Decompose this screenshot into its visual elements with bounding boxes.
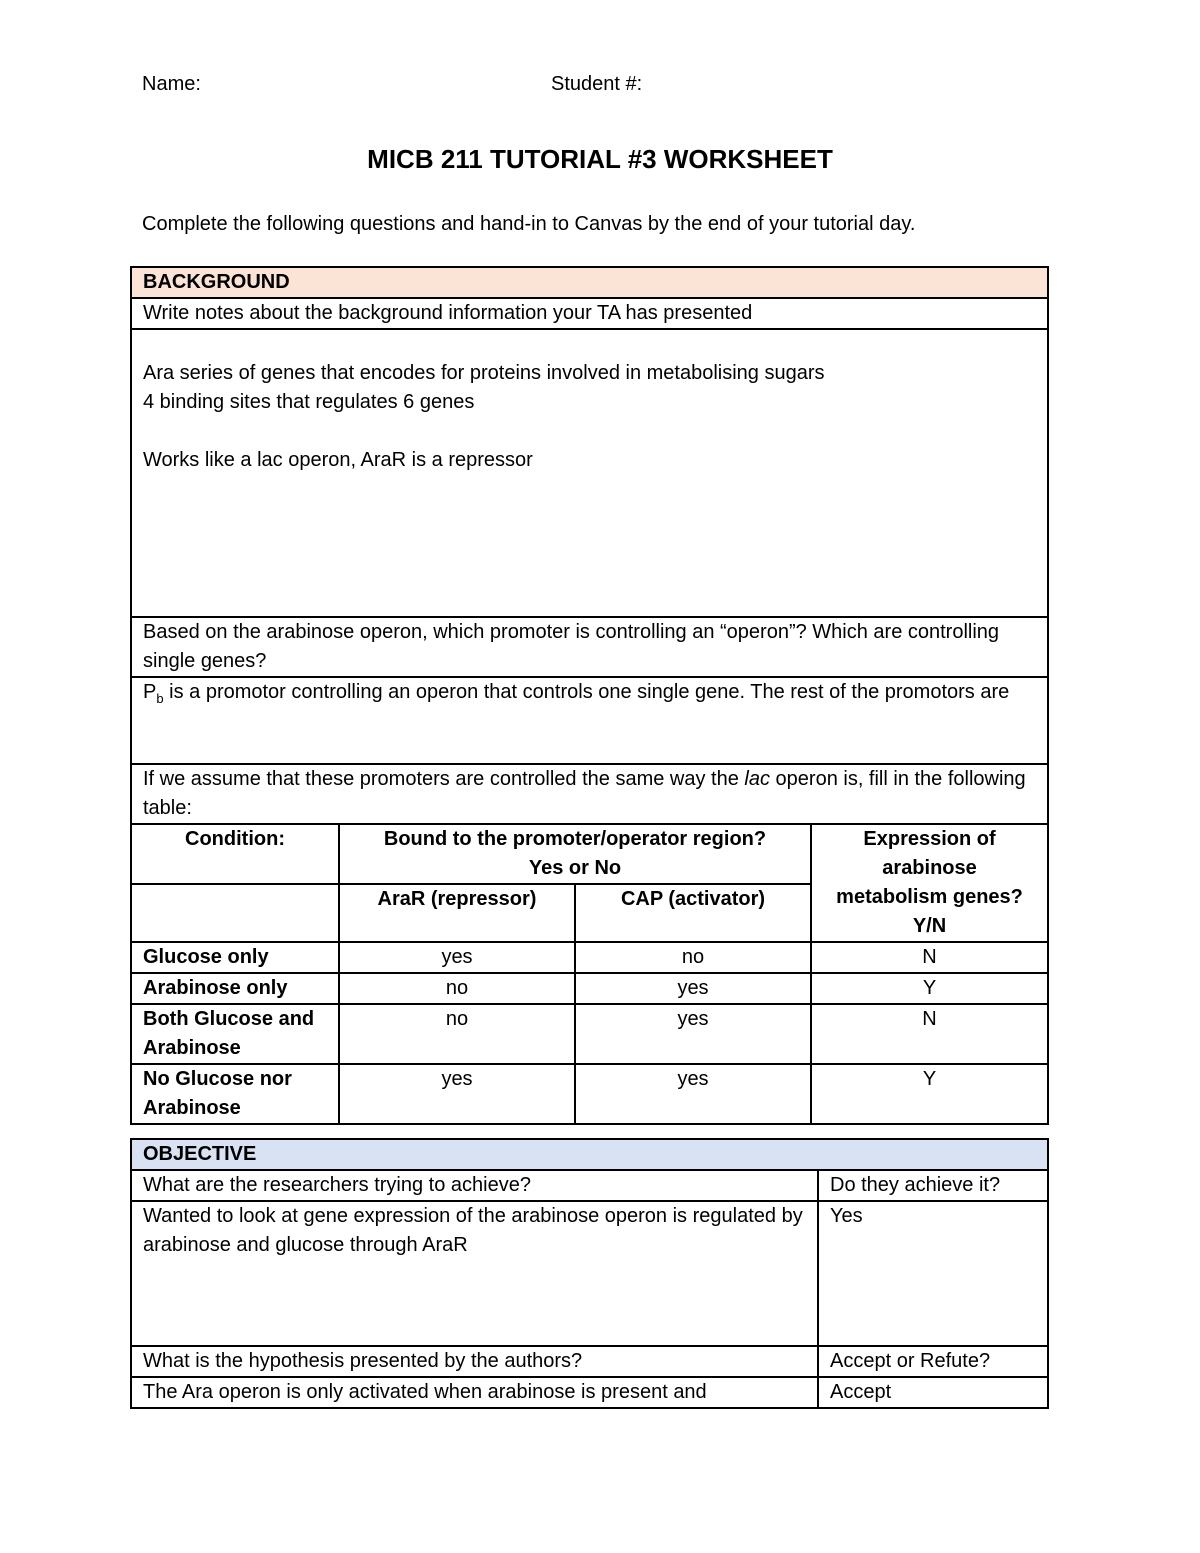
- background-heading-row: [131, 267, 1048, 298]
- cell-arar[interactable]: no: [339, 1004, 575, 1064]
- objective-table: [130, 1138, 1049, 1409]
- question-achieve: What are the researchers trying to achieve?: [131, 1170, 818, 1201]
- background-prompt-row: [131, 298, 1048, 329]
- background-heading: BACKGROUND: [131, 267, 1048, 298]
- cell-arar[interactable]: no: [339, 973, 575, 1004]
- answer-promoter-p: P: [143, 681, 157, 703]
- cell-expression[interactable]: Y: [811, 1064, 1048, 1124]
- page-title: MICB 211 TUTORIAL #3 WORKSHEET: [367, 144, 833, 174]
- cell-condition: Glucose only: [131, 942, 339, 973]
- answer-achieved[interactable]: Yes: [818, 1201, 1048, 1346]
- answer-promoter-sub: b: [156, 691, 164, 706]
- col-bound: [339, 824, 811, 884]
- table-row: [131, 1004, 1048, 1064]
- col-cap: CAP (activator): [575, 884, 811, 942]
- answer-achieve[interactable]: Wanted to look at gene expression of the arabinose operon is regulated by arabinose and glucose through AraR: [131, 1201, 818, 1346]
- background-notes[interactable]: [131, 329, 1048, 617]
- objective-question-row: [131, 1170, 1048, 1201]
- cell-cap[interactable]: no: [575, 942, 811, 973]
- name-label: Name:: [142, 73, 201, 95]
- cell-condition: Both Glucose and Arabinose: [131, 1004, 339, 1064]
- answer-promoter[interactable]: [131, 677, 1048, 764]
- col-arar: AraR (repressor): [339, 884, 575, 942]
- note-line-2: 4 binding sites that regulates 6 genes: [143, 391, 475, 413]
- cell-cap[interactable]: yes: [575, 1064, 811, 1124]
- col-condition: Condition:: [131, 824, 339, 884]
- background-notes-row: [131, 329, 1048, 617]
- cell-expression[interactable]: N: [811, 942, 1048, 973]
- background-table: [130, 266, 1049, 1125]
- cell-condition: No Glucose nor Arabinose: [131, 1064, 339, 1124]
- answer-promoter-text: is a promotor controlling an operon that controls one single gene. The rest of the promotors are: [163, 681, 1010, 703]
- answer-hypothesis[interactable]: The Ara operon is only activated when arabinose is present and: [131, 1377, 818, 1408]
- question-promoter-row: [131, 617, 1048, 677]
- note-line-1: Ara series of genes that encodes for proteins involved in metabolising sugars: [143, 362, 825, 384]
- cell-expression[interactable]: Y: [811, 973, 1048, 1004]
- table-row: [131, 1064, 1048, 1124]
- col-bound-line-2: Yes or No: [528, 857, 622, 879]
- question-promoter: Based on the arabinose operon, which promoter is controlling an “operon”? Which are controlling single genes?: [131, 617, 1048, 677]
- cell-cap[interactable]: yes: [575, 1004, 811, 1064]
- objective-heading: OBJECTIVE: [131, 1139, 1048, 1170]
- condition-header-row: [131, 824, 1048, 884]
- table-row: [131, 973, 1048, 1004]
- objective-heading-row: [131, 1139, 1048, 1170]
- question-accept: Accept or Refute?: [818, 1346, 1048, 1377]
- cell-arar[interactable]: yes: [339, 942, 575, 973]
- objective-answer-row: [131, 1201, 1048, 1346]
- background-prompt: Write notes about the background information your TA has presented: [131, 298, 1048, 329]
- col-expression: [811, 824, 1048, 942]
- cell-cap[interactable]: yes: [575, 973, 811, 1004]
- question-table-row: [131, 764, 1048, 824]
- question-table: [131, 764, 1048, 824]
- question-achieved: Do they achieve it?: [818, 1170, 1048, 1201]
- hypothesis-answer-row: [131, 1377, 1048, 1408]
- table-row: [131, 942, 1048, 973]
- subheader-empty: [131, 884, 339, 942]
- question-hypothesis: What is the hypothesis presented by the authors?: [131, 1346, 818, 1377]
- col-expr-line-3: metabolism genes?: [836, 886, 1023, 908]
- cell-condition: Arabinose only: [131, 973, 339, 1004]
- col-expr-line-4: Y/N: [912, 915, 947, 937]
- question-table-lac: lac: [744, 768, 770, 790]
- student-number-label: Student #:: [551, 73, 643, 95]
- answer-promoter-row: [131, 677, 1048, 764]
- cell-arar[interactable]: yes: [339, 1064, 575, 1124]
- note-line-3: Works like a lac operon, AraR is a repressor: [143, 449, 533, 471]
- col-expr-line-2: arabinose: [882, 857, 977, 879]
- hypothesis-question-row: [131, 1346, 1048, 1377]
- answer-accept[interactable]: Accept: [818, 1377, 1048, 1408]
- question-table-text-2: operon is, fill in the following table:: [143, 768, 1026, 819]
- col-expr-line-1: Expression of: [863, 828, 996, 850]
- col-bound-line-1: Bound to the promoter/operator region?: [383, 828, 767, 850]
- cell-expression[interactable]: N: [811, 1004, 1048, 1064]
- question-table-text-1: If we assume that these promoters are controlled the same way the: [143, 768, 745, 790]
- instructions: Complete the following questions and hand-in to Canvas by the end of your tutorial day.: [142, 213, 916, 235]
